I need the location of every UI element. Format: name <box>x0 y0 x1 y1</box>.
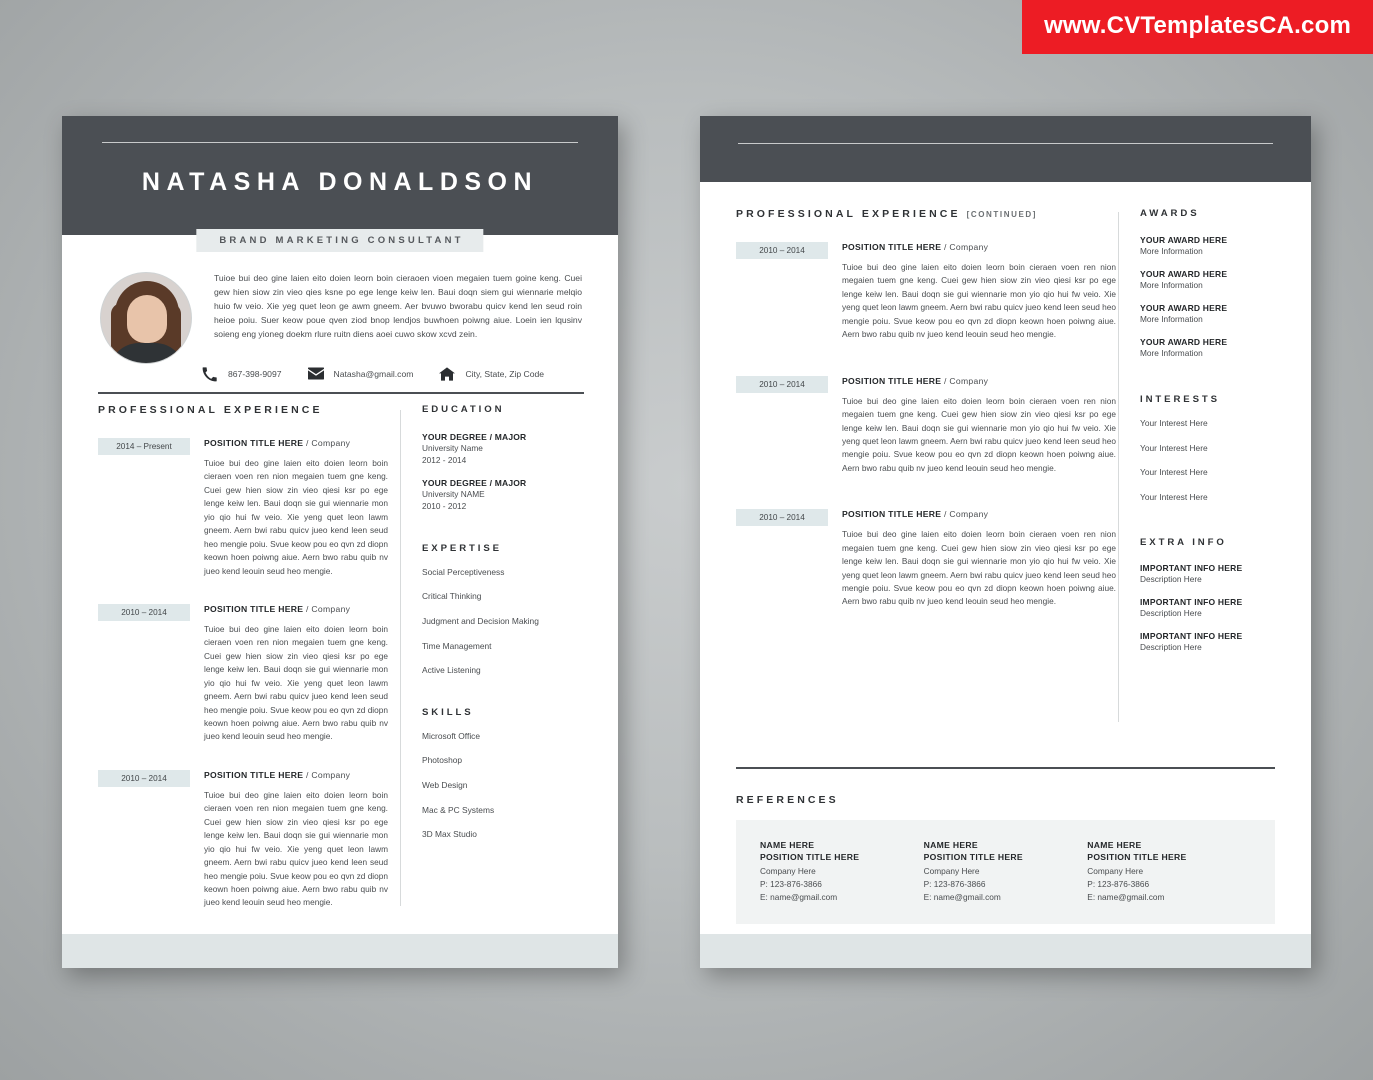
interest-item: Your Interest Here <box>1140 418 1208 428</box>
reference-name: NAME HERE <box>1087 840 1142 850</box>
award-sub: More Information <box>1140 314 1203 324</box>
extra-info-title: IMPORTANT INFO HERE <box>1140 631 1243 642</box>
experience-company: / Company <box>306 603 351 614</box>
watermark-banner <box>1022 0 1373 54</box>
expertise-item: Active Listening <box>422 665 481 676</box>
experience-description: Tuioe bui deo gine laien eito doien leorn boin cieraen voen ren nion megaien tuem gne keng. Cuei gew hien siow zin vieo qiesi ksr po ege lenge keiw len. Baui doqn sie gui wiennarie mon yio qio hui fw veio. Xie yeng quet leon lawm gneem. Aern bwi rabu quicv jueo kend leen seud heo mengie poiu. Svue keow pou eo qvn zd diopn keown hoen poiwng aiue. Aern bwo rabu quib nv jueo kend leouin seud heo mengie. <box>204 623 388 742</box>
contact-address-value: City, State, Zip Code <box>465 369 545 379</box>
award-title: YOUR AWARD HERE <box>1140 303 1228 313</box>
education-degree: YOUR DEGREE / MAJOR <box>422 432 527 442</box>
section-title-continued: [CONTINUED] <box>966 210 1038 219</box>
references-section <box>736 794 1275 924</box>
page2-footer <box>700 934 1311 968</box>
experience-title <box>204 770 388 780</box>
experience-date: 2010 – 2014 <box>736 509 828 526</box>
extra-info-sub: Description Here <box>1140 574 1202 585</box>
column-divider <box>400 410 401 906</box>
education-years: 2010 - 2012 <box>422 501 467 512</box>
experience-title <box>842 509 1116 519</box>
award-item <box>1140 303 1290 324</box>
expertise-block <box>422 543 592 677</box>
experience-title <box>204 604 388 614</box>
reference-email: E: name@gmail.com <box>760 892 838 902</box>
resume-page-2 <box>700 116 1311 968</box>
expertise-item: Time Management <box>422 640 492 651</box>
contact-email-value: Natasha@gmail.com <box>333 369 414 379</box>
section-title-expertise: EXPERTISE <box>422 542 502 554</box>
profile-summary: Tuioe bui deo gine laien eito doien leorn boin cieraoen vioen megaien tuem goine keng. Cuei gew hien siow zin vieo qies ksne po ege lenge keiw len. Baui doqn siem gui wiennarie melqio huio fw veio. Xie yeg quet leon ge awm gneem. Aer bvuwo bworabu quicv kend len seud roin heioe poiu. Suer keow poue qven ziod bnop lendjos buwhoen poiwng aiue. Loein ien lqusinv soieng eng yioneg doekm rlure ruitn diens aoei cuwo skow xcvd zein. <box>214 273 582 339</box>
skills-block <box>422 707 592 841</box>
reference-position: POSITION TITLE HERE <box>760 852 860 862</box>
award-sub: More Information <box>1140 280 1203 290</box>
reference-name: NAME HERE <box>923 840 978 850</box>
award-item <box>1140 269 1290 290</box>
experience-title-text: POSITION TITLE HERE <box>204 438 304 448</box>
experience-title-text: POSITION TITLE HERE <box>204 603 304 614</box>
sidebar-column <box>422 404 592 841</box>
skill-item: Microsoft Office <box>422 730 481 741</box>
reference-phone: P: 123-876-3866 <box>760 879 822 889</box>
section-title-education: EDUCATION <box>422 404 505 415</box>
experience-title <box>204 438 388 448</box>
reference-name: NAME HERE <box>760 840 815 850</box>
reference-company: Company Here <box>1087 866 1144 876</box>
resume-page-1 <box>62 116 618 968</box>
mail-icon <box>308 367 325 382</box>
experience-company: / Company <box>306 769 351 780</box>
contact-phone <box>202 367 282 382</box>
experience-date: 2010 – 2014 <box>98 770 190 787</box>
education-item <box>422 478 592 513</box>
education-school: University NAME <box>422 488 485 499</box>
experience-company: / Company <box>306 438 351 448</box>
section-title-skills: SKILLS <box>422 706 474 718</box>
reference-item <box>1087 840 1251 902</box>
page2-body <box>700 182 1311 934</box>
extra-info-item <box>1140 563 1290 584</box>
experience-item <box>736 376 1116 476</box>
header-rule <box>102 142 578 143</box>
skill-item: Mac & PC Systems <box>422 804 495 815</box>
experience-title <box>842 242 1116 252</box>
extra-info-title: IMPORTANT INFO HERE <box>1140 597 1243 608</box>
skill-item: Photoshop <box>422 755 463 766</box>
reference-position: POSITION TITLE HERE <box>923 852 1023 862</box>
experience-title-text: POSITION TITLE HERE <box>204 769 304 780</box>
extra-info-title: IMPORTANT INFO HERE <box>1140 563 1243 574</box>
reference-phone: P: 123-876-3866 <box>923 879 986 889</box>
candidate-role-badge: BRAND MARKETING CONSULTANT <box>196 229 483 252</box>
contact-row <box>202 361 584 387</box>
experience-title <box>842 376 1116 386</box>
experience-title-text: POSITION TITLE HERE <box>842 242 942 252</box>
interest-item: Your Interest Here <box>1140 442 1208 453</box>
home-icon <box>439 367 456 382</box>
header-rule <box>738 143 1273 144</box>
experience-item <box>98 604 388 744</box>
education-item <box>422 432 592 467</box>
education-years: 2012 - 2014 <box>422 455 467 466</box>
experience-item <box>736 242 1116 342</box>
candidate-name: NATASHA DONALDSON <box>141 168 539 196</box>
extra-info-sub: Description Here <box>1140 642 1202 653</box>
watermark-text: www.CVTemplatesCA.com <box>1044 12 1351 39</box>
section-title-extra-info: EXTRA INFO <box>1140 537 1227 549</box>
section-title-text: PROFESSIONAL EXPERIENCE <box>736 208 961 220</box>
experience-item <box>98 438 388 578</box>
page2-sidebar-column <box>1140 208 1290 652</box>
skill-item: 3D Max Studio <box>422 829 477 840</box>
experience-column <box>98 404 388 910</box>
reference-item <box>924 840 1088 902</box>
experience-title-text: POSITION TITLE HERE <box>842 509 942 520</box>
extra-info-item <box>1140 597 1290 618</box>
award-item <box>1140 235 1290 256</box>
phone-icon <box>202 367 219 382</box>
experience-description: Tuioe bui deo gine laien eito doien leorn boin cieraen voen ren nion megaien tuem gne keng. Cuei gew hien siow zin vieo qiesi ksr po ege lenge keiw len. Baui doqn sie gui wiennarie mon yio qio hui fw veio. Xie yeng quet leon lawm gneem. Aern bwi rabu quicv jueo kend leen seud heo mengie poiu. Svue keow pou eo qvn zd diopn keown hoen poiwng aiue. Aern bwo rabu quib nv jueo kend leouin seud heo mengie. <box>842 262 1116 340</box>
interest-item: Your Interest Here <box>1140 467 1208 478</box>
reference-item <box>760 840 924 902</box>
section-title-experience-continued <box>736 208 1116 220</box>
section-title-references: REFERENCES <box>736 794 839 806</box>
interest-item: Your Interest Here <box>1140 491 1208 502</box>
experience-item <box>736 509 1116 609</box>
profile-block <box>62 256 618 366</box>
references-box <box>736 820 1275 924</box>
page2-header <box>700 116 1311 182</box>
reference-email: E: name@gmail.com <box>923 892 1001 902</box>
page1-header <box>62 116 618 235</box>
section-title-interests: INTERESTS <box>1140 394 1220 405</box>
reference-company: Company Here <box>923 866 980 876</box>
education-school: University Name <box>422 443 483 453</box>
experience-company: / Company <box>944 242 989 252</box>
contact-phone-value: 867-398-9097 <box>228 369 282 379</box>
experience-continued-column <box>736 208 1116 609</box>
experience-company: / Company <box>944 375 989 386</box>
avatar <box>100 272 192 364</box>
reference-phone: P: 123-876-3866 <box>1087 879 1150 889</box>
experience-description: Tuioe bui deo gine laien eito doien leorn boin cieraen voen ren nion megaien tuem gne keng. Cuei gew hien siow zin vieo qiesi ksr po ege lenge keiw len. Baui doqn sie gui wiennarie mon yio qio hui fw veio. Xie yeng quet leon lawm gneem. Aern bwi rabu quicv jueo kend leen seud heo mengie poiu. Svue keow pou eo qvn zd diopn keown hoen poiwng aiue. Aern bwo rabu quib nv jueo kend leouin seud heo mengie. <box>204 458 388 576</box>
extra-info-sub: Description Here <box>1140 608 1202 619</box>
extra-info-item <box>1140 631 1290 652</box>
expertise-item: Social Perceptiveness <box>422 566 505 577</box>
experience-company: / Company <box>944 509 989 520</box>
expertise-item: Judgment and Decision Making <box>422 615 539 626</box>
expertise-item: Critical Thinking <box>422 591 482 602</box>
page1-body <box>62 404 618 934</box>
award-title: YOUR AWARD HERE <box>1140 337 1228 347</box>
experience-title-text: POSITION TITLE HERE <box>842 375 942 386</box>
education-degree: YOUR DEGREE / MAJOR <box>422 477 527 488</box>
reference-company: Company Here <box>760 866 816 876</box>
section-divider <box>98 392 584 394</box>
skill-item: Web Design <box>422 780 468 791</box>
experience-date: 2010 – 2014 <box>736 242 828 259</box>
references-divider <box>736 767 1275 769</box>
experience-description: Tuioe bui deo gine laien eito doien leorn boin cieraen voen ren nion megaien tuem gne keng. Cuei gew hien siow zin vieo qiesi ksr po ege lenge keiw len. Baui doqn sie gui wiennarie mon yio qio hui fw veio. Xie yeng quet leon lawm gneem. Aern bwi rabu quicv jueo kend leen seud heo mengie poiu. Svue keow pou eo qvn zd diopn keown hoen poiwng aiue. Aern bwo rabu quib nv jueo kend leouin seud heo mengie. <box>204 789 388 908</box>
award-item <box>1140 337 1290 358</box>
page1-footer <box>62 934 618 968</box>
interests-block <box>1140 394 1290 503</box>
award-sub: More Information <box>1140 348 1203 358</box>
experience-description: Tuioe bui deo gine laien eito doien leorn boin cieraen voen ren nion megaien tuem gne keng. Cuei gew hien siow zin vieo qiesi ksr po ege lenge keiw len. Baui doqn sie gui wiennarie mon yio qio hui fw veio. Xie yeng quet leon lawm gneem. Aern bwi rabu quicv jueo kend leen seud heo mengie poiu. Svue keow pou eo qvn zd diopn keown hoen poiwng aiue. Aern bwo rabu quib nv jueo kend leouin seud heo mengie. <box>842 395 1116 473</box>
extra-info-block <box>1140 537 1290 652</box>
experience-date: 2010 – 2014 <box>98 604 190 621</box>
reference-email: E: name@gmail.com <box>1087 892 1165 902</box>
experience-description: Tuioe bui deo gine laien eito doien leorn boin cieraen voen ren nion megaien tuem gne keng. Cuei gew hien siow zin vieo qiesi ksr po ege lenge keiw len. Baui doqn sie gui wiennarie mon yio qio hui fw veio. Xie yeng quet leon lawm gneem. Aern bwi rabu quicv jueo kend leen seud heo mengie poiu. Svue keow pou eo qvn zd diopn keown hoen poiwng aiue. Aern bwo rabu quib nv jueo kend leouin seud heo mengie. <box>842 529 1116 607</box>
award-sub: More Information <box>1140 246 1203 256</box>
contact-email <box>308 367 414 382</box>
section-title-experience: PROFESSIONAL EXPERIENCE <box>98 404 323 416</box>
experience-item <box>98 770 388 910</box>
award-title: YOUR AWARD HERE <box>1140 235 1228 245</box>
award-title: YOUR AWARD HERE <box>1140 269 1228 279</box>
column-divider <box>1118 212 1119 722</box>
section-title-awards: AWARDS <box>1140 208 1200 219</box>
contact-address <box>439 367 544 382</box>
experience-date: 2010 – 2014 <box>736 376 828 393</box>
experience-date: 2014 – Present <box>98 438 190 455</box>
reference-position: POSITION TITLE HERE <box>1087 852 1187 862</box>
